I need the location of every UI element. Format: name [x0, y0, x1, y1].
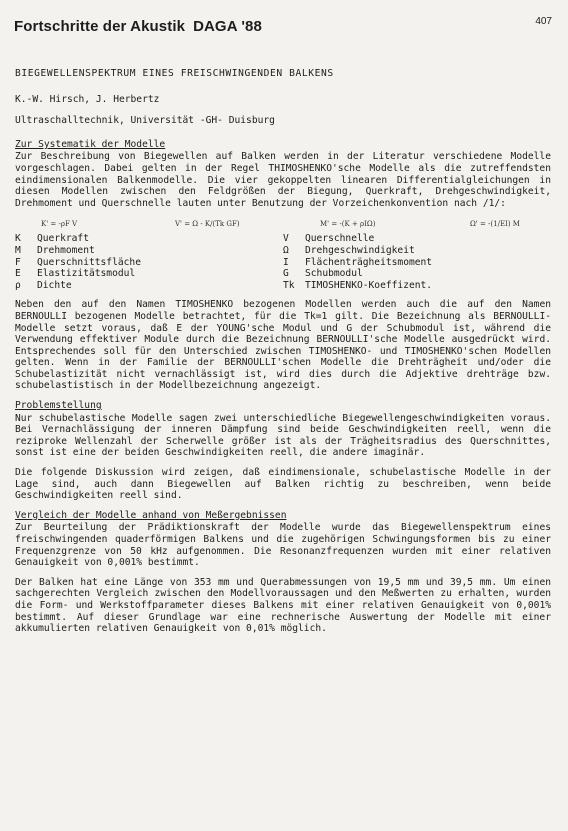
- paragraph: Die folgende Diskussion wird zeigen, daß eindimensionale, schubelastische Modelle in der Lage sind, auch dann Biegewellen auf Balken richtig zu beschreiben, wenn beide Geschwindigkeiten reell sind.: [15, 467, 551, 502]
- symbol-definition: [15, 280, 283, 292]
- symbol: G: [283, 268, 289, 280]
- symbol-definition: [283, 280, 551, 292]
- symbol: ρ: [15, 279, 21, 291]
- symbol: F: [15, 256, 21, 268]
- symbol: K: [15, 233, 21, 245]
- symbol-description: Schubmodul: [305, 268, 363, 280]
- authors: K.-W. Hirsch, J. Herbertz: [15, 93, 160, 105]
- symbol-definition: [15, 268, 283, 280]
- symbol-description: Querkraft: [37, 233, 89, 245]
- equation: V' = Ω - K/(Tk GF): [175, 220, 240, 229]
- symbol: I: [283, 256, 289, 268]
- symbol: Ω: [283, 244, 289, 256]
- section-heading-problemstellung: Problemstellung: [15, 400, 102, 412]
- affiliation: Ultraschalltechnik, Universität -GH- Duisburg: [15, 115, 275, 127]
- paragraph: Der Balken hat eine Länge von 353 mm und Querabmessungen von 19,5 mm und 39,5 mm. Um einen sachgerechten Vergleich zwischen den Modellvoraussagen und den Meßwerten zu erhalten, wurden die Form- und Werkstoffparameter dieses Balkens mit einer relativen Genauigkeit von 0,001% bestimmt. Auf dieser Grundlage war eine rechnerische Auswertung der Modelle mit einer akkumulierten relativen Genauigkeit von 0,01% möglich.: [15, 576, 551, 635]
- symbol-list: [15, 233, 551, 291]
- symbol-definition: [283, 268, 551, 280]
- paragraph: Zur Beurteilung der Prädiktionskraft der Modelle wurde das Biegewellenspektrum eines freischwingenden quaderförmigen Balkens und die zugehörigen Schwingungsformen bis zu einer Frequenzgrenze von 50 kHz aufgenommen. Die Resonanzfrequenzen wurden mit einer relativen Genauigkeit von 0,001% bestimmt.: [15, 522, 551, 569]
- symbol-description: Drehmoment: [37, 244, 95, 256]
- symbol-description: TIMOSHENKO-Koeffizent.: [305, 279, 433, 291]
- page-header: [14, 18, 554, 36]
- paragraph: Neben den auf den Namen TIMOSHENKO bezogenen Modellen werden auch die auf den Namen BERNOULLI bezogenen Modelle betrachtet, für die Tk=1 gilt. Die Bezeichnung als BERNOULLI-Modelle setzt voraus, daß E der YOUNG'sche Modul und G der Schubmodul ist, während die Verwendung effektiver Module durch die Bezeichnung BERNOULLI'sche Modelle ausgedrückt wird. Entsprechendes soll für den Unterschied zwischen TIMOSHENKO- und TIMOSHENKO'schen Modellen gelten. Wenn in der Familie der BERNOULLI'schen Modelle die Drehträgheit und/oder die Schubelastizität nicht vernachlässigt ist, wird dies durch die Adjektive drehträge bzw. schubelastistisch in der Modellbezeichnung angezeigt.: [15, 299, 551, 392]
- section-heading-systematik: Zur Systematik der Modelle: [15, 138, 166, 150]
- article-title: BIEGEWELLENSPEKTRUM EINES FREISCHWINGENDEN BALKENS: [15, 68, 334, 79]
- paragraph: Zur Beschreibung von Biegewellen auf Balken werden in der Literatur verschiedene Modelle vorgeschlagen. Dabei gelten in der Regel THIMOSHENKO'sche Modelle als die zutreffendsten eindimensionalen Balkenmodelle. Die vier gekoppelten linearen Differentialgleichungen in diesen Modellen zwischen den Feldgrößen der Biegung, Querkraft, Drehgeschwindigkeit, Drehmoment und Querschnelle lauten unter Benutzung der Vorzeichenkonvention nach /1/:: [15, 151, 551, 209]
- equation: Ω' = -(1/EI) M: [470, 220, 520, 229]
- symbol-description: Querschnittsfläche: [37, 256, 141, 268]
- symbol-description: Dichte: [37, 279, 72, 291]
- symbol-description: Drehgeschwindigkeit: [305, 244, 415, 256]
- section-heading-vergleich: Vergleich der Modelle anhand von Meßergebnissen: [15, 509, 287, 521]
- symbol-column-right: [283, 233, 551, 291]
- paragraph: Nur schubelastische Modelle sagen zwei unterschiedliche Biegewellengeschwindigkeiten voraus. Bei Vernachlässigung der inneren Dämpfung sind beide Geschwindigkeiten reell, wenn die reziproke Wellenzahl der Scherwelle größer ist als der Trägheitsradius des Querschnittes, sonst ist eine der beiden Geschwindigkeiten reell, die andere imaginär.: [15, 412, 551, 459]
- symbol-description: Flächenträgheitsmoment: [305, 256, 433, 268]
- symbol-column-left: [15, 233, 283, 291]
- symbol-definition: [15, 257, 283, 269]
- symbol-definition: [15, 245, 283, 257]
- symbol-definition: [283, 233, 551, 245]
- equation-row: [15, 217, 551, 231]
- equation: M' = -(K + ρIΩ): [320, 220, 376, 229]
- page-number: 407: [535, 16, 552, 27]
- symbol-description: Elastizitätsmodul: [37, 268, 136, 280]
- series-title: Fortschritte der Akustik DAGA '88: [14, 18, 262, 35]
- symbol-definition: [283, 245, 551, 257]
- symbol: V: [283, 233, 289, 245]
- symbol-description: Querschnelle: [305, 233, 375, 245]
- symbol-definition: [15, 233, 283, 245]
- article-body: [15, 68, 551, 643]
- symbol-definition: [283, 257, 551, 269]
- symbol: E: [15, 268, 21, 280]
- equation: K' = -ρF V: [41, 220, 78, 229]
- symbol: Tk: [283, 279, 295, 291]
- symbol: M: [15, 244, 21, 256]
